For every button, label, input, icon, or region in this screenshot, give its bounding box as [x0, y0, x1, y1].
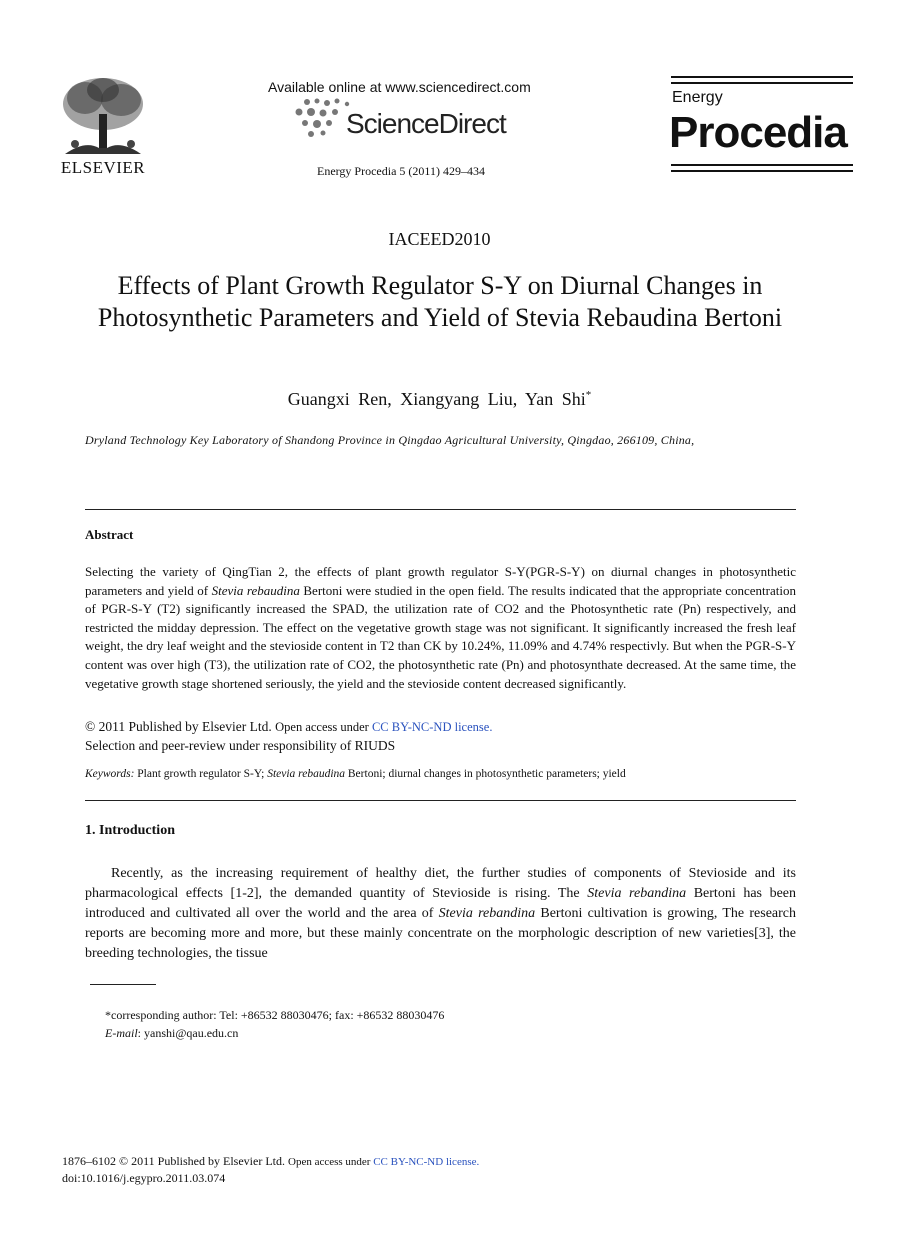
copyright-text: © 2011 Published by Elsevier Ltd. — [85, 719, 272, 734]
elsevier-wordmark: ELSEVIER — [60, 158, 146, 177]
species-name: Stevia rebaudina — [211, 582, 300, 598]
abstract-heading: Abstract — [85, 527, 134, 542]
footer-copyright — [62, 1154, 479, 1169]
abstract-body — [85, 563, 796, 693]
keywords-text: Bertoni; diurnal changes in photosynthetic parameters; yield — [345, 768, 626, 780]
corresponding-mark: * — [585, 389, 592, 401]
species-name: Stevia rebandina — [587, 886, 687, 901]
footnote-corresponding: *corresponding author: Tel: +86532 88030476; fax: +86532 88030476 — [105, 1008, 445, 1022]
selection-line: Selection and peer-review under responsibility of RIUDS — [85, 738, 396, 753]
keywords — [85, 768, 796, 780]
affiliation: Dryland Technology Key Laboratory of Shandong Province in Qingdao Agricultural University, Qingdao, 266109, China, — [85, 433, 695, 447]
sciencedirect-wordmark: ScienceDirect — [346, 108, 506, 139]
email-address[interactable]: : yanshi@qau.edu.cn — [137, 1026, 239, 1040]
footer-license-link[interactable]: CC BY-NC-ND license. — [373, 1156, 480, 1168]
intro-text: Bertoni has been introduced and cultivated all over the world and the area of — [85, 886, 797, 921]
footnote-email — [105, 1026, 238, 1041]
email-label: E-mail — [105, 1026, 138, 1040]
footer-doi[interactable]: doi:10.1016/j.egypro.2011.03.074 — [62, 1171, 226, 1185]
footer-open-access: Open access under — [288, 1156, 374, 1168]
issn-copyright: 1876–6102 © 2011 Published by Elsevier Ltd. — [62, 1154, 285, 1168]
journal-logo-rule — [671, 170, 853, 172]
journal-logo-rule — [671, 76, 853, 78]
license-link[interactable]: CC BY-NC-ND license. — [371, 720, 493, 734]
journal-logo-rule — [671, 82, 853, 84]
species-name: Stevia rebandina — [438, 906, 536, 921]
journal-logo-procedia: Procedia — [669, 108, 847, 157]
keyword-species: Stevia rebaudina — [267, 768, 346, 780]
abstract-text: Bertoni were studied in the open field. The results indicated that the appropriate concentration of PGR-S-Y (T2) significantly increased the SPAD, the utilization rate of CO2 and the Photosynthetic rate (Pn) respectively, and restricted the midday depression. The effect on the vegetative growth stage was not significant. It significantly increased the fresh leaf weight, the dry leaf weight and the stevioside content in T2 than CK by 10.24%, 11.09% and 4.74% respectivly. But when the PGR-S-Y content was over high (T3), the utilization rate of CO2, the photosynthetic rate (Pn) and photosynthate decreased. At the same time, the vegetative growth stage shortened seriously, the yield and the stevioside content decreased significantly. — [85, 582, 796, 691]
author-list — [0, 389, 879, 410]
introduction-body — [85, 864, 796, 964]
copyright-line — [85, 719, 492, 735]
author-names: Guangxi Ren, Xiangyang Liu, Yan Shi — [287, 389, 586, 409]
abstract-bottom-rule — [85, 800, 796, 801]
journal-logo-rule — [671, 164, 853, 166]
available-online-text: Available online at www.sciencedirect.com — [268, 79, 531, 95]
open-access-text: Open access under — [275, 720, 372, 734]
journal-reference: Energy Procedia 5 (2011) 429–434 — [317, 164, 485, 178]
section-heading-introduction: 1. Introduction — [85, 823, 175, 838]
abstract-text: Selecting the variety of QingTian 2, the effects of plant growth regulator S-Y(PGR-S-Y) on diurnal changes in photosynthetic parameters and yield of — [85, 564, 796, 598]
intro-text: Recently, as the increasing requirement of healthy diet, the further studies of components of Stevioside and its pharmacological effects [1-2], the demanded quantity of Stevioside is rising. The — [85, 866, 796, 901]
keywords-text: Plant growth regulator S-Y; — [134, 768, 268, 780]
paper-title: Effects of Plant Growth Regulator S-Y on Diurnal Changes in Photosynthetic Parameters and Yield of Stevia Rebaudina Bertoni — [97, 271, 783, 332]
abstract-top-rule — [85, 509, 796, 510]
intro-text: Bertoni cultivation is growing, The research reports are becoming more and more, but these mainly concentrate on the morphologic description of new varieties[3], the breeding technologies, the tissue — [85, 906, 796, 961]
conference-name: IACEED2010 — [388, 229, 491, 249]
footnote-rule — [90, 984, 156, 985]
journal-logo-energy: Energy — [672, 89, 723, 106]
keywords-label: Keywords: — [85, 768, 135, 780]
